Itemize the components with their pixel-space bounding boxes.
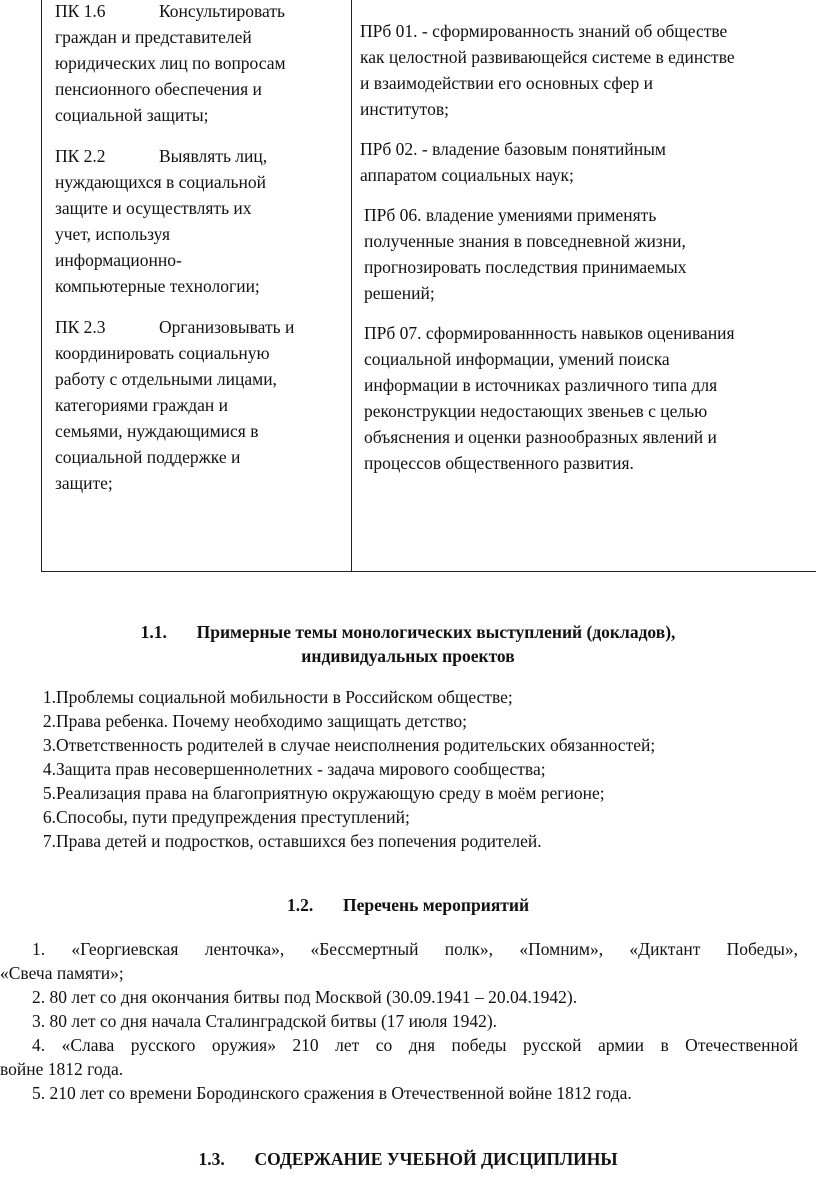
result-text: прогнозировать последствия принимаемых (364, 257, 687, 277)
result-prb-06 (360, 202, 815, 306)
section-heading-1-1-cont (0, 643, 816, 669)
list-text: 4. «Слава русского оружия» 210 лет со дня победы русской армии в Отечественной (32, 1035, 798, 1055)
result-text: информации в источниках различного типа для (364, 375, 718, 395)
result-text: аппаратом социальных наук; (360, 165, 574, 185)
list-item (0, 985, 798, 1009)
events-list (0, 937, 798, 1105)
competency-text: социальной защиты; (55, 105, 209, 125)
list-text: 2. 80 лет со дня окончания битвы под Москвой (30.09.1941 – 20.04.1942). (32, 987, 578, 1007)
section-heading-1-3 (0, 1146, 816, 1172)
list-text: войне 1812 года. (0, 1059, 124, 1079)
list-text: Способы, пути предупреждения преступлений; (56, 807, 410, 827)
result-prb-07 (360, 320, 815, 476)
section-heading-1-1 (0, 619, 816, 645)
result-text: ПРб 02. - владение базовым понятийным (360, 139, 666, 159)
list-number: 7. (42, 831, 56, 851)
result-text: ПРб 07. сформированнность навыков оценивания (364, 323, 735, 343)
list-item (30, 757, 655, 781)
list-item (0, 1081, 798, 1105)
list-item (0, 1009, 798, 1033)
list-item (30, 685, 655, 709)
list-text: Права ребенка. Почему необходимо защищать детство; (56, 711, 468, 731)
competency-text: компьютерные технологии; (55, 276, 260, 296)
section-number: 1.1. (140, 622, 167, 642)
competency-text: информационно- (55, 250, 182, 270)
competency-text: Выявлять лиц, (159, 146, 268, 166)
list-number: 5. (42, 783, 56, 803)
result-prb-02 (360, 136, 815, 188)
result-text: социальной информации, умений поиска (364, 349, 670, 369)
result-text: ПРб 01. - сформированность знаний об обществе (360, 21, 728, 41)
result-text: процессов общественного развития. (364, 453, 634, 473)
competency-pk-2-3 (55, 314, 345, 496)
competency-pk-2-2 (55, 143, 345, 299)
competency-code: ПК 2.3 (55, 317, 106, 337)
result-text: полученные знания в повседневной жизни, (364, 231, 686, 251)
list-text: 5. 210 лет со времени Бородинского сражения в Отечественной войне 1812 года. (32, 1083, 632, 1103)
list-item (30, 805, 655, 829)
section-title: Перечень мероприятий (342, 895, 530, 915)
list-text: Реализация права на благоприятную окружающую среду в моём регионе; (56, 783, 605, 803)
competency-text: учет, используя (55, 224, 171, 244)
table-right-cell (360, 18, 815, 490)
competency-text: Организовывать и (159, 317, 295, 337)
list-item (0, 937, 798, 961)
competency-text: координировать социальную (55, 343, 270, 363)
section-number: 1.3. (198, 1149, 225, 1169)
list-text: Защита прав несовершеннолетних - задача мирового сообщества; (56, 759, 546, 779)
section-heading-1-2 (0, 892, 816, 918)
competency-code: ПК 1.6 (55, 1, 106, 21)
list-text: Проблемы социальной мобильности в Российском обществе; (56, 687, 513, 707)
result-text: институтов; (360, 99, 449, 119)
result-text: как целостной развивающейся системе в единстве (360, 47, 735, 67)
competency-text: защите и осуществлять их (55, 198, 252, 218)
section-title: Примерные темы монологических выступлений (докладов), (196, 622, 676, 642)
list-text: Права детей и подростков, оставшихся без попечения родителей. (56, 831, 542, 851)
list-number: 2. (42, 711, 56, 731)
list-item (30, 733, 655, 757)
result-text: и взаимодействии его основных сфер и (360, 73, 653, 93)
list-number: 4. (42, 759, 56, 779)
competency-code: ПК 2.2 (55, 146, 106, 166)
competency-text: граждан и представителей (55, 27, 252, 47)
result-text: объяснения и оценки разнообразных явлений и (364, 427, 717, 447)
list-text: 1. «Георгиевская ленточка», «Бессмертный полк», «Помним», «Диктант Победы», (32, 939, 798, 959)
topics-list (30, 685, 655, 853)
competency-text: категориями граждан и (55, 395, 229, 415)
competency-text: социальной поддержке и (55, 447, 241, 467)
competency-text: работу с отдельными лицами, (55, 369, 277, 389)
result-text: решений; (364, 283, 435, 303)
competency-text: семьями, нуждающимися в (55, 421, 259, 441)
competency-text: Консультировать (159, 1, 285, 21)
list-item (0, 1033, 798, 1057)
section-title: индивидуальных проектов (301, 646, 515, 666)
list-text: Ответственность родителей в случае неисполнения родительских обязанностей; (56, 735, 656, 755)
competency-text: пенсионного обеспечения и (55, 79, 262, 99)
result-prb-01 (360, 18, 815, 122)
list-item (30, 781, 655, 805)
competency-text: юридических лиц по вопросам (55, 53, 286, 73)
result-text: реконструкции недостающих звеньев с целью (364, 401, 708, 421)
list-item-continuation (0, 1057, 798, 1081)
table-left-cell (55, 0, 345, 511)
competency-pk-1-6 (55, 0, 345, 128)
section-number: 1.2. (286, 895, 314, 915)
list-item (30, 829, 655, 853)
list-number: 6. (42, 807, 56, 827)
competency-table (41, 0, 816, 572)
list-number: 1. (42, 687, 56, 707)
section-title: СОДЕРЖАНИЕ УЧЕБНОЙ ДИСЦИПЛИНЫ (254, 1149, 618, 1169)
table-column-divider (351, 0, 352, 571)
list-item-continuation (0, 961, 798, 985)
result-text: ПРб 06. владение умениями применять (364, 205, 657, 225)
list-number: 3. (42, 735, 56, 755)
competency-text: нуждающихся в социальной (55, 172, 266, 192)
list-text: «Свеча памяти»; (0, 963, 124, 983)
competency-text: защите; (55, 473, 113, 493)
list-item (30, 709, 655, 733)
list-text: 3. 80 лет со дня начала Сталинградской битвы (17 июля 1942). (32, 1011, 498, 1031)
